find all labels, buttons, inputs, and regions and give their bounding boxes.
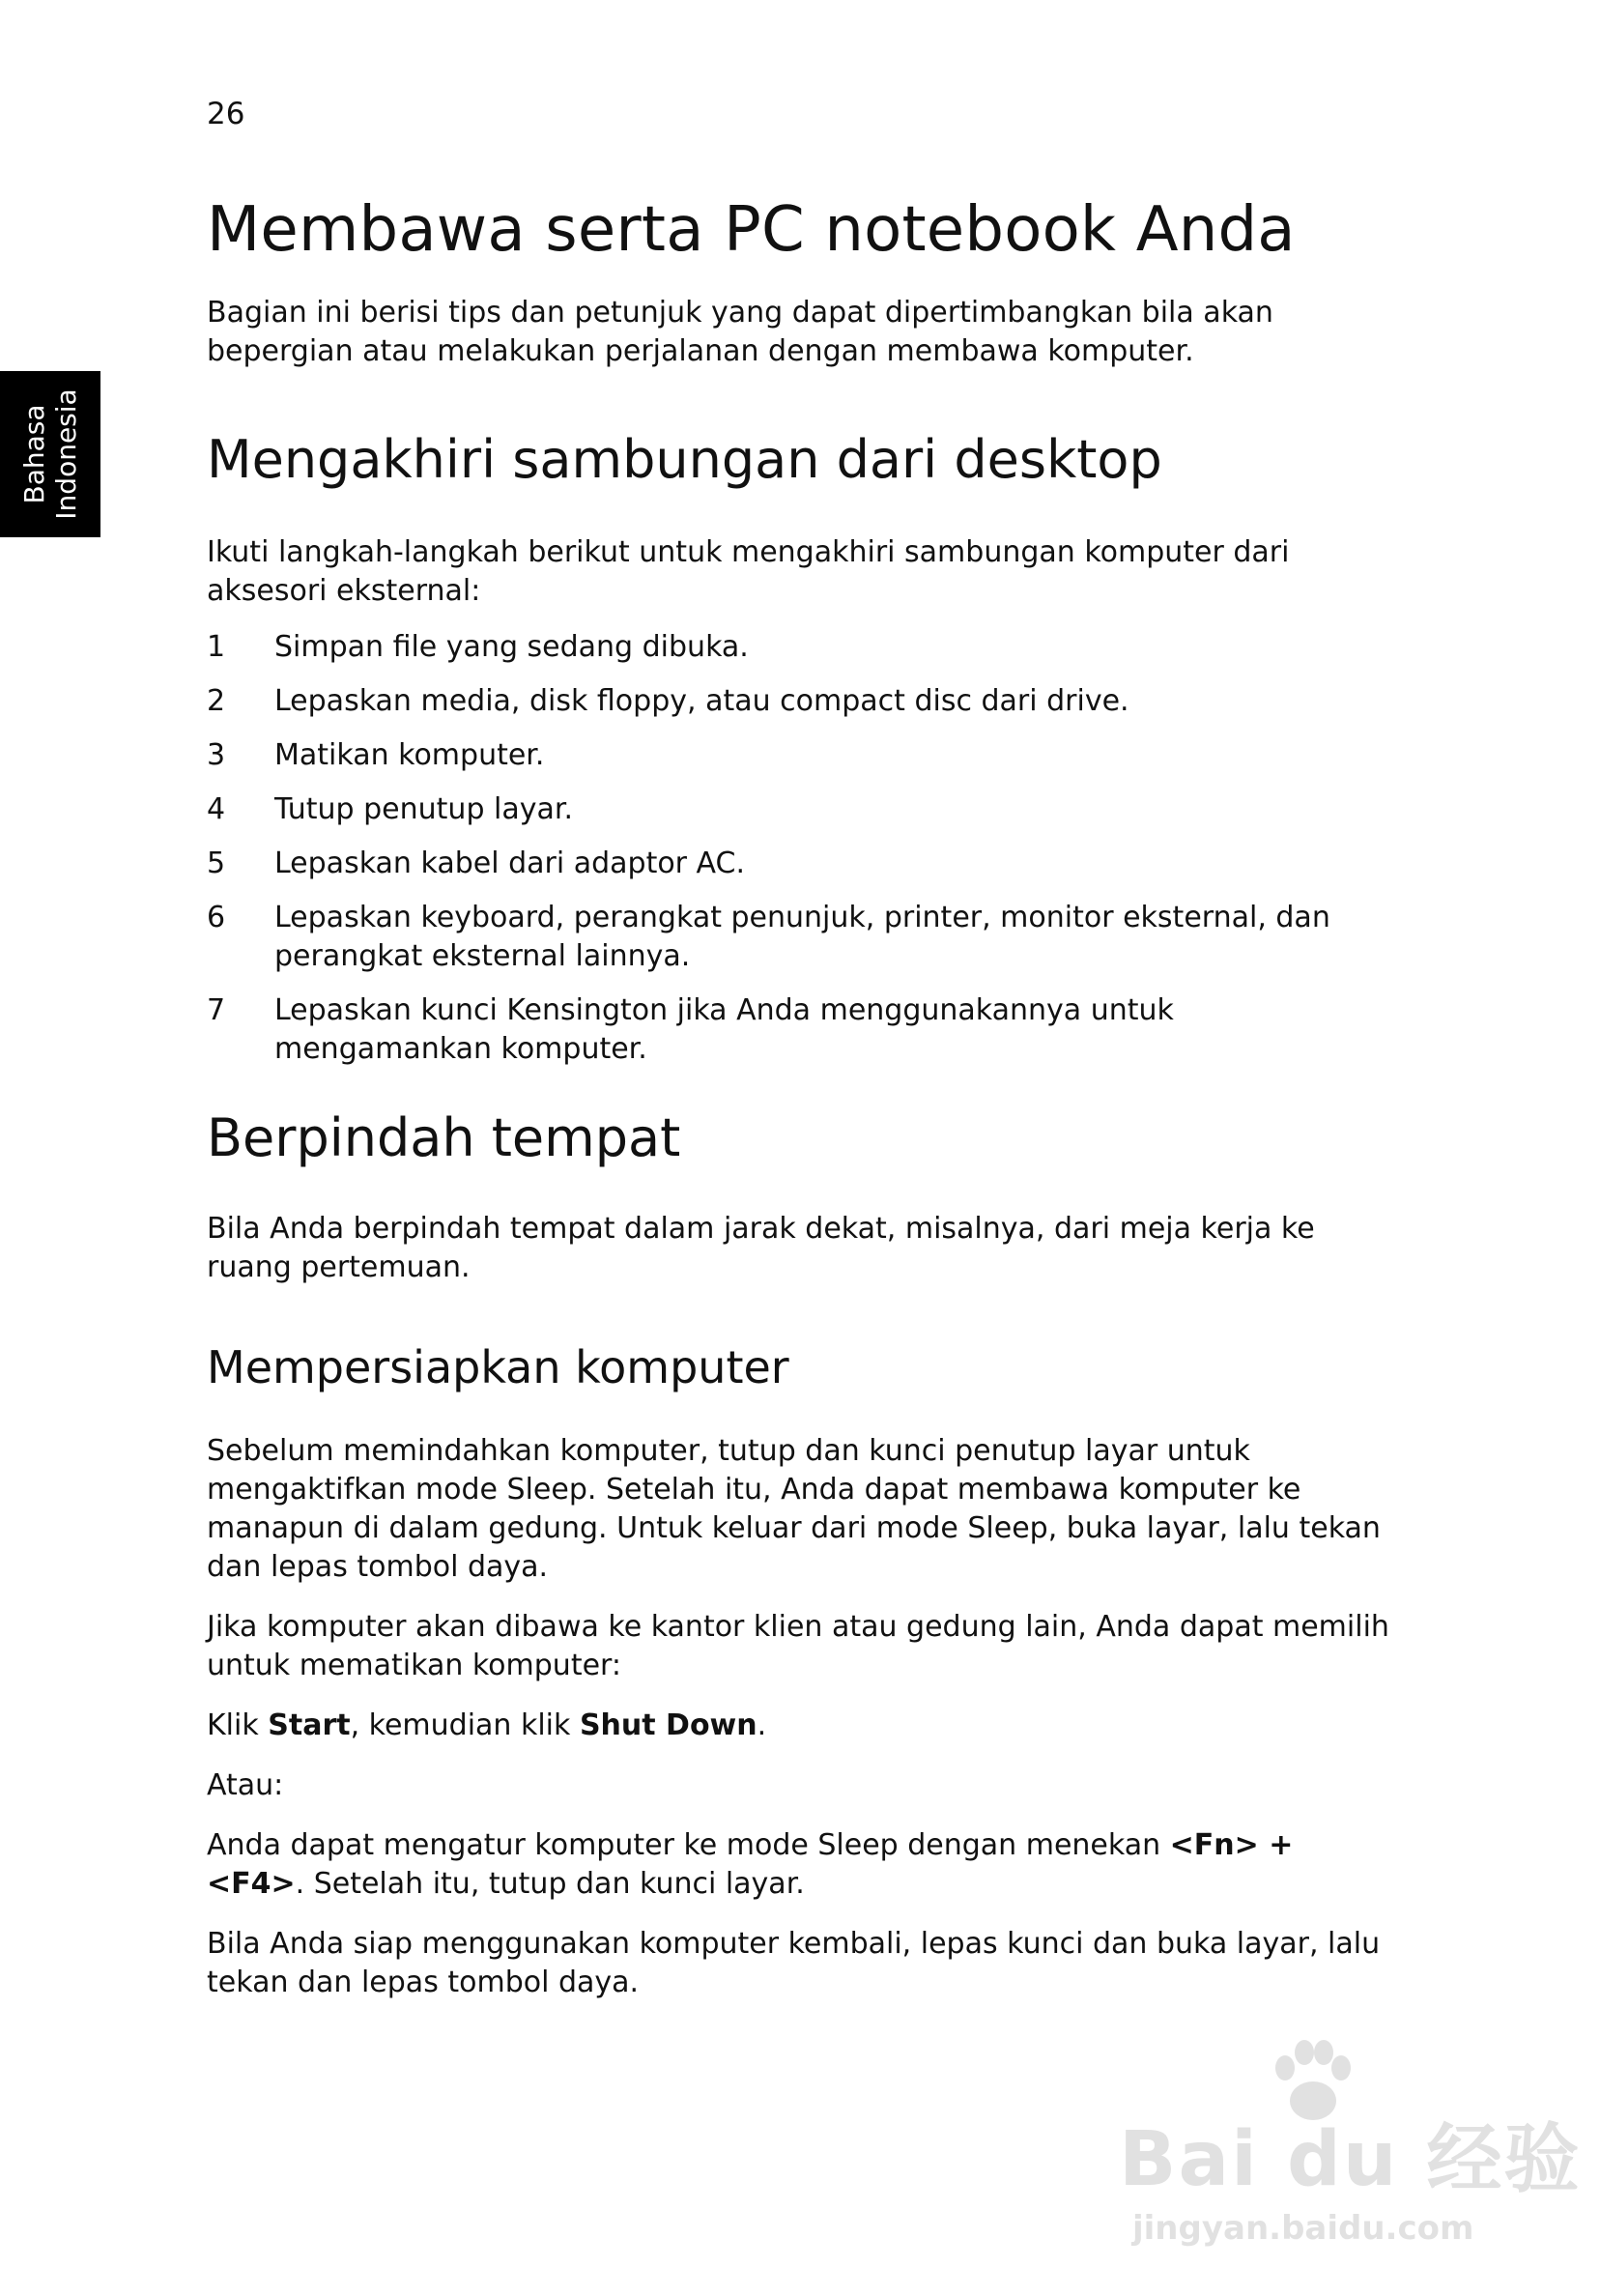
shutdown-middle: , kemudian klik xyxy=(350,1708,580,1742)
step-text: Lepaskan keyboard, perangkat penunjuk, printer, monitor eksternal, dan perangkat eksternal lainnya. xyxy=(274,901,1330,973)
shutdown-suffix: . xyxy=(757,1708,767,1742)
heading-prepare: Mempersiapkan komputer xyxy=(207,1341,789,1393)
language-side-tab-label xyxy=(18,388,82,519)
prepare-paragraph-1: Sebelum memindahkan komputer, tutup dan kunci penutup layar untuk mengaktifkan mode Sleep. Setelah itu, Anda dapat membawa komputer ke manapun di dalam gedung. Untuk keluar dari mode Sleep, buka layar, lalu tekan dan lepas tombol daya. xyxy=(207,1434,1381,1584)
step-number: 7 xyxy=(207,993,226,1027)
step-text: Lepaskan kunci Kensington jika Anda menggunakannya untuk mengamankan komputer. xyxy=(274,993,1174,1066)
step-number: 6 xyxy=(207,901,226,934)
watermark-logo: Bai du 经验 xyxy=(1119,2116,1582,2203)
disconnect-intro: Ikuti langkah-langkah berikut untuk mengakhiri sambungan komputer dari aksesori eksternal: xyxy=(207,535,1290,608)
list-item xyxy=(207,682,1395,721)
step-text: Tutup penutup layar. xyxy=(274,792,573,826)
paw-icon xyxy=(1264,2039,1360,2126)
side-tab-line-1: Bahasa xyxy=(18,404,50,504)
list-item xyxy=(207,845,1395,883)
step-number: 5 xyxy=(207,847,226,880)
sleep-prefix: Anda dapat mengatur komputer ke mode Sleep dengan menekan xyxy=(207,1828,1170,1862)
baidu-watermark xyxy=(1119,2039,1582,2271)
step-number: 2 xyxy=(207,684,226,718)
list-item xyxy=(207,899,1395,976)
list-item xyxy=(207,991,1395,1069)
sleep-instruction xyxy=(207,1826,1395,1904)
prepare-paragraph-2: Jika komputer akan dibawa ke kantor klien atau gedung lain, Anda dapat memilih untuk mematikan komputer: xyxy=(207,1610,1389,1682)
step-number: 4 xyxy=(207,792,226,826)
start-label: Start xyxy=(268,1708,351,1742)
heading-disconnect: Mengakhiri sambungan dari desktop xyxy=(207,429,1162,490)
side-tab-line-2: Indonesia xyxy=(50,388,82,520)
shut-down-label: Shut Down xyxy=(579,1708,757,1742)
sleep-keys: <Fn> + <F4> xyxy=(207,1828,1294,1901)
step-text: Simpan file yang sedang dibuka. xyxy=(274,630,749,664)
page-title: Membawa serta PC notebook Anda xyxy=(207,194,1296,266)
step-text: Lepaskan media, disk floppy, atau compact disc dari drive. xyxy=(274,684,1129,718)
step-text: Lepaskan kabel dari adaptor AC. xyxy=(274,847,746,880)
list-item xyxy=(207,736,1395,775)
intro-paragraph: Bagian ini berisi tips dan petunjuk yang dapat dipertimbangkan bila akan bepergian atau melakukan perjalanan dengan membawa komputer. xyxy=(207,296,1273,368)
page-number: 26 xyxy=(207,97,245,131)
step-number: 3 xyxy=(207,738,226,772)
document-body xyxy=(207,189,1395,2002)
step-number: 1 xyxy=(207,630,226,664)
list-item xyxy=(207,790,1395,829)
step-text: Matikan komputer. xyxy=(274,738,545,772)
disconnect-steps-list xyxy=(207,628,1395,1069)
heading-moving: Berpindah tempat xyxy=(207,1107,681,1168)
resume-paragraph: Bila Anda siap menggunakan komputer kembali, lepas kunci dan buka layar, lalu tekan dan lepas tombol daya. xyxy=(207,1927,1381,1999)
or-text: Atau: xyxy=(207,1768,284,1802)
watermark-url: jingyan.baidu.com xyxy=(1132,2209,1474,2248)
language-side-tab xyxy=(0,371,100,537)
list-item xyxy=(207,628,1395,667)
moving-intro: Bila Anda berpindah tempat dalam jarak dekat, misalnya, dari meja kerja ke ruang pertemuan. xyxy=(207,1212,1315,1284)
shutdown-prefix: Klik xyxy=(207,1708,269,1742)
sleep-suffix: . Setelah itu, tutup dan kunci layar. xyxy=(295,1867,805,1901)
shutdown-instruction xyxy=(207,1707,1395,1745)
